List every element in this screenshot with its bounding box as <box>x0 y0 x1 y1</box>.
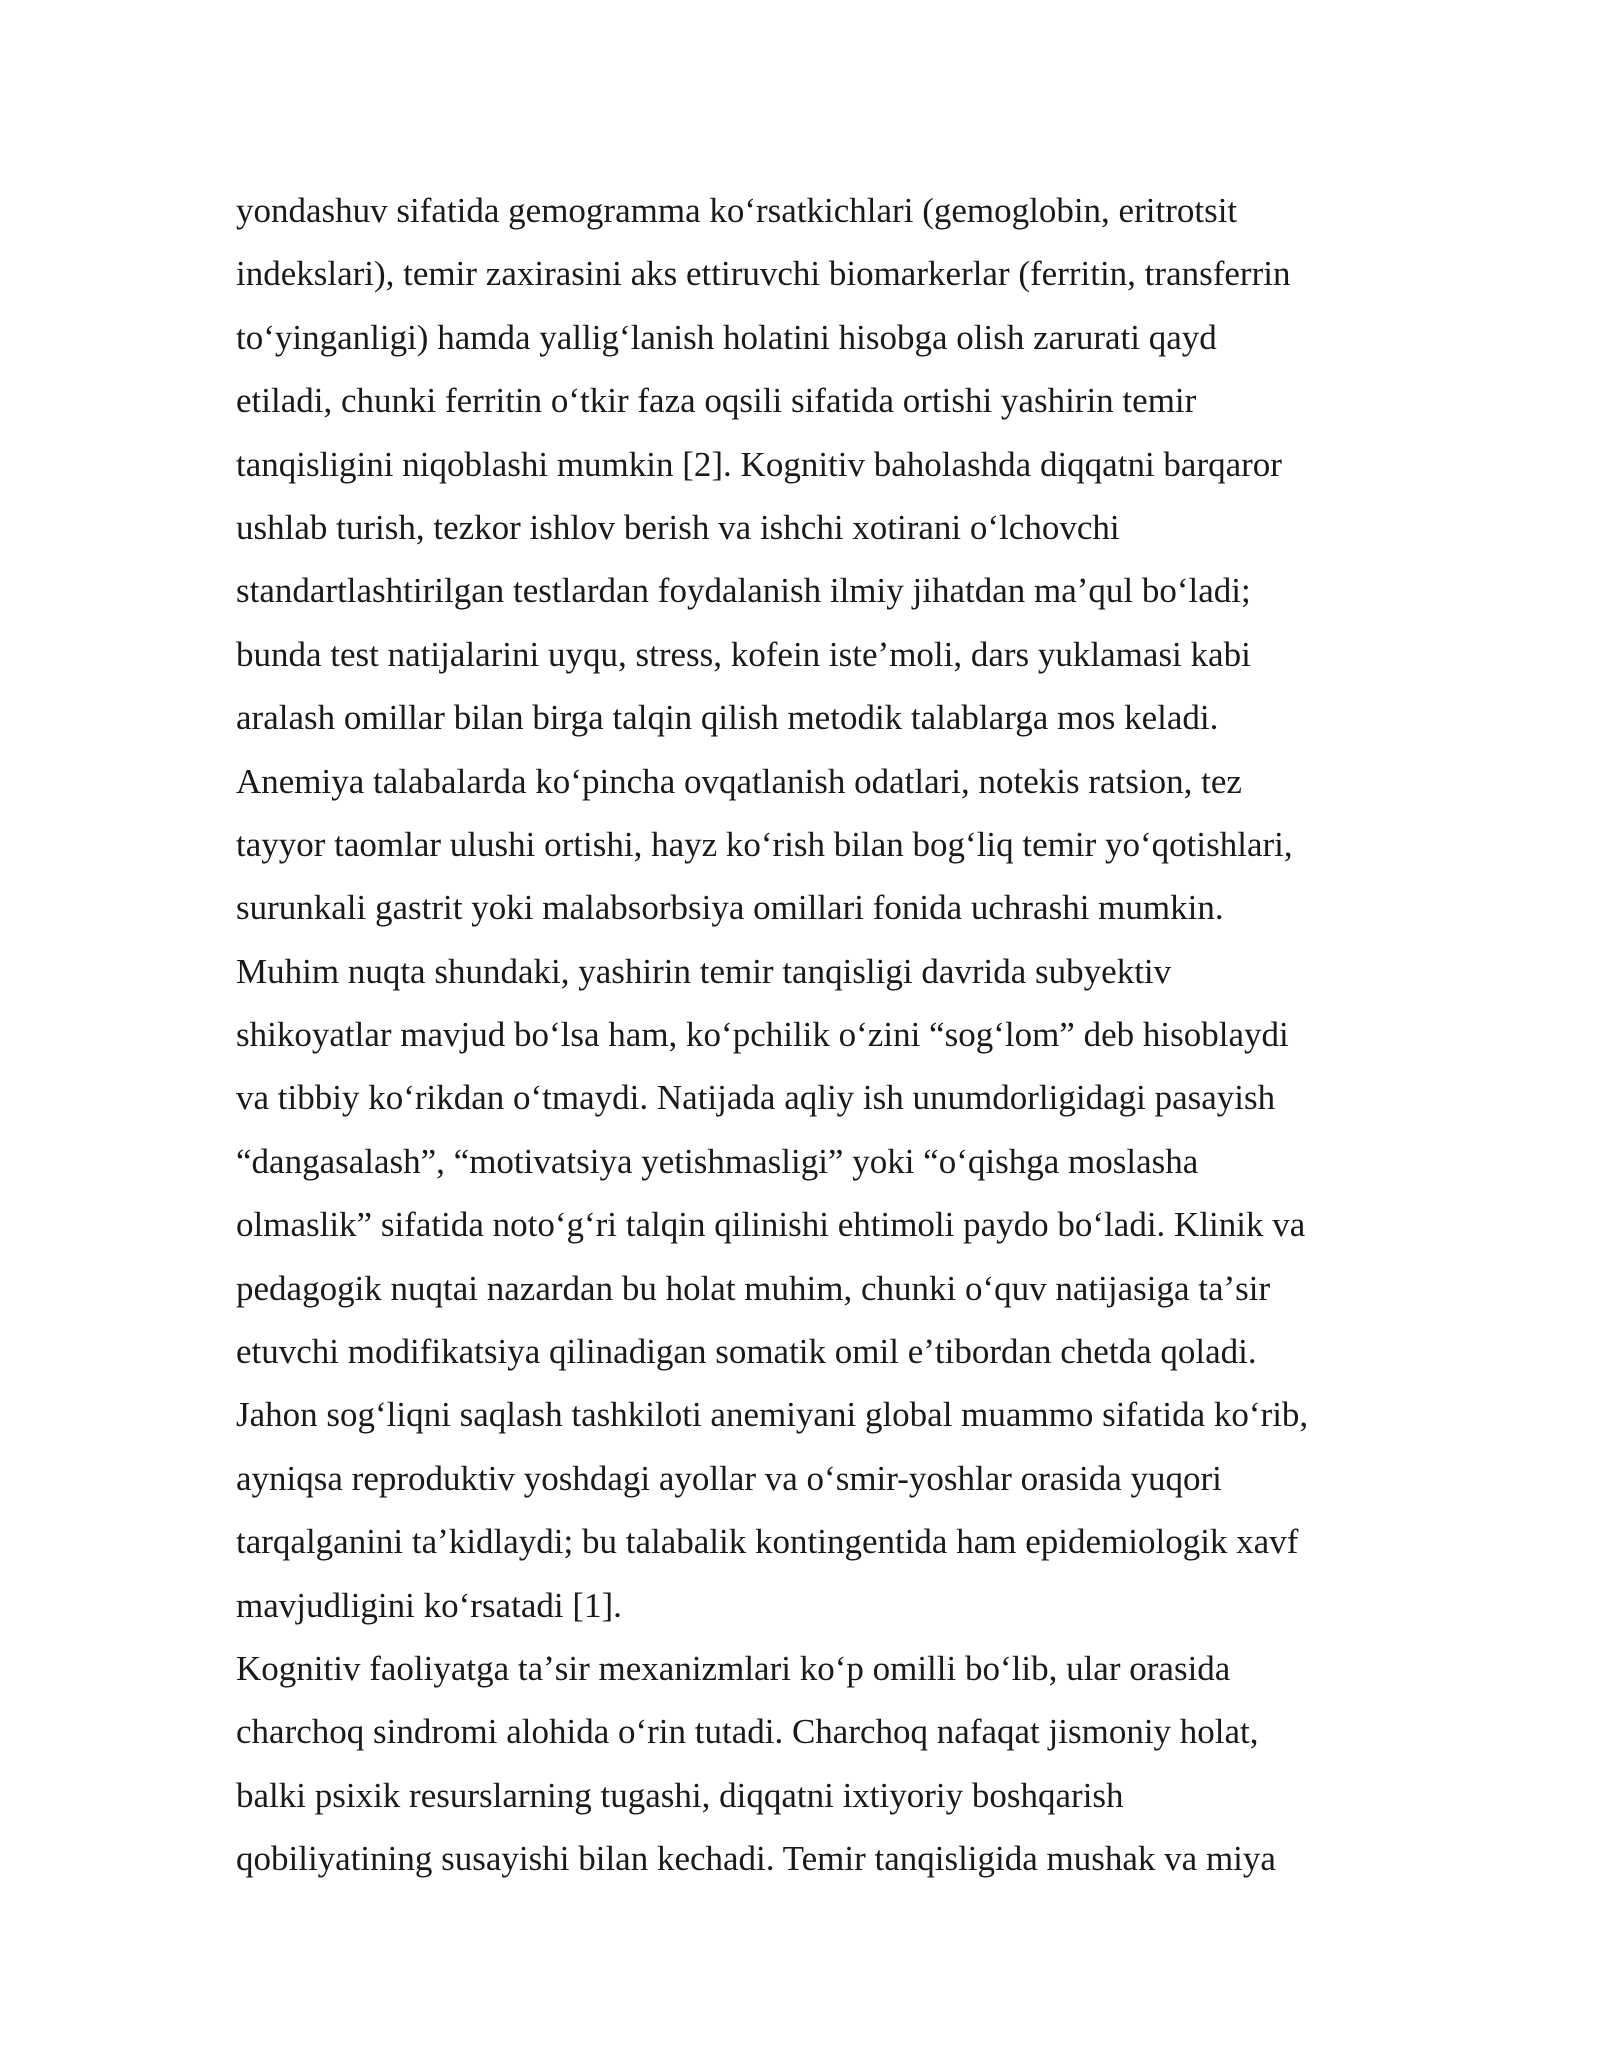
text-line: shikoyatlar mavjud boʻlsa ham, koʻpchilik oʻzini “sogʻlom” deb hisoblaydi <box>236 1015 1289 1055</box>
text-line: tarqalganini taʼkidlaydi; bu talabalik kontingentida ham epidemiologik xavf <box>236 1522 1299 1562</box>
text-line: charchoq sindromi alohida oʻrin tutadi. Charchoq nafaqat jismoniy holat, <box>236 1712 1259 1752</box>
text-line: Muhim nuqta shundaki, yashirin temir tanqisligi davrida subyektiv <box>236 951 1172 991</box>
text-line: tanqisligini niqoblashi mumkin [2]. Kognitiv baholashda diqqatni barqaror <box>236 444 1282 484</box>
text-line: pedagogik nuqtai nazardan bu holat muhim, chunki oʻquv natijasiga taʼsir <box>236 1268 1271 1308</box>
text-line: surunkali gastrit yoki malabsorbsiya omillari fonida uchrashi mumkin. <box>236 888 1224 928</box>
text-line: yondashuv sifatida gemogramma koʻrsatkichlari (gemoglobin, eritrotsit <box>236 191 1238 230</box>
text-line: mavjudligini koʻrsatadi [1]. <box>236 1585 622 1625</box>
text-line: ayniqsa reproduktiv yoshdagi ayollar va oʻsmir-yoshlar orasida yuqori <box>236 1458 1222 1498</box>
text-line: Kognitiv faoliyatga taʼsir mexanizmlari koʻp omilli boʻlib, ular orasida <box>236 1648 1231 1688</box>
text-line: aralash omillar bilan birga talqin qilish metodik talablarga mos keladi. <box>236 698 1219 738</box>
text-line: ushlab turish, tezkor ishlov berish va ishchi xotirani oʻlchovchi <box>236 507 1120 547</box>
text-line: olmaslik” sifatida notoʻgʻri talqin qilinishi ehtimoli paydo boʻladi. Klinik va <box>236 1205 1306 1245</box>
body-text <box>236 179 1416 1891</box>
text-line: balki psixik resurslarning tugashi, diqqatni ixtiyoriy boshqarish <box>236 1775 1124 1815</box>
text-line: va tibbiy koʻrikdan oʻtmaydi. Natijada aqliy ish unumdorligidagi pasayish <box>236 1078 1276 1118</box>
text-line: qobiliyatining susayishi bilan kechadi. Temir tanqisligida mushak va miya <box>236 1839 1276 1879</box>
text-line: Jahon sogʻliqni saqlash tashkiloti anemiyani global muammo sifatida koʻrib, <box>236 1395 1309 1435</box>
text-line: etuvchi modifikatsiya qilinadigan somatik omil eʼtibordan chetda qoladi. <box>236 1332 1257 1372</box>
text-line: Anemiya talabalarda koʻpincha ovqatlanish odatlari, notekis ratsion, tez <box>236 761 1242 801</box>
text-line: tayyor taomlar ulushi ortishi, hayz koʻrish bilan bogʻliq temir yoʻqotishlari, <box>236 824 1293 864</box>
text-line: “dangasalash”, “motivatsiya yetishmasligi” yoki “oʻqishga moslasha <box>236 1141 1199 1181</box>
text-line: indekslari), temir zaxirasini aks ettiruvchi biomarkerlar (ferritin, transferrin <box>236 254 1291 294</box>
text-line: etiladi, chunki ferritin oʻtkir faza oqsili sifatida ortishi yashirin temir <box>236 381 1197 421</box>
text-line: bunda test natijalarini uyqu, stress, kofein isteʼmoli, dars yuklamasi kabi <box>236 634 1251 674</box>
text-line: toʻyinganligi) hamda yalligʻlanish holatini hisobga olish zarurati qayd <box>236 317 1217 357</box>
text-line: standartlashtirilgan testlardan foydalanish ilmiy jihatdan maʼqul boʻladi; <box>236 571 1251 611</box>
